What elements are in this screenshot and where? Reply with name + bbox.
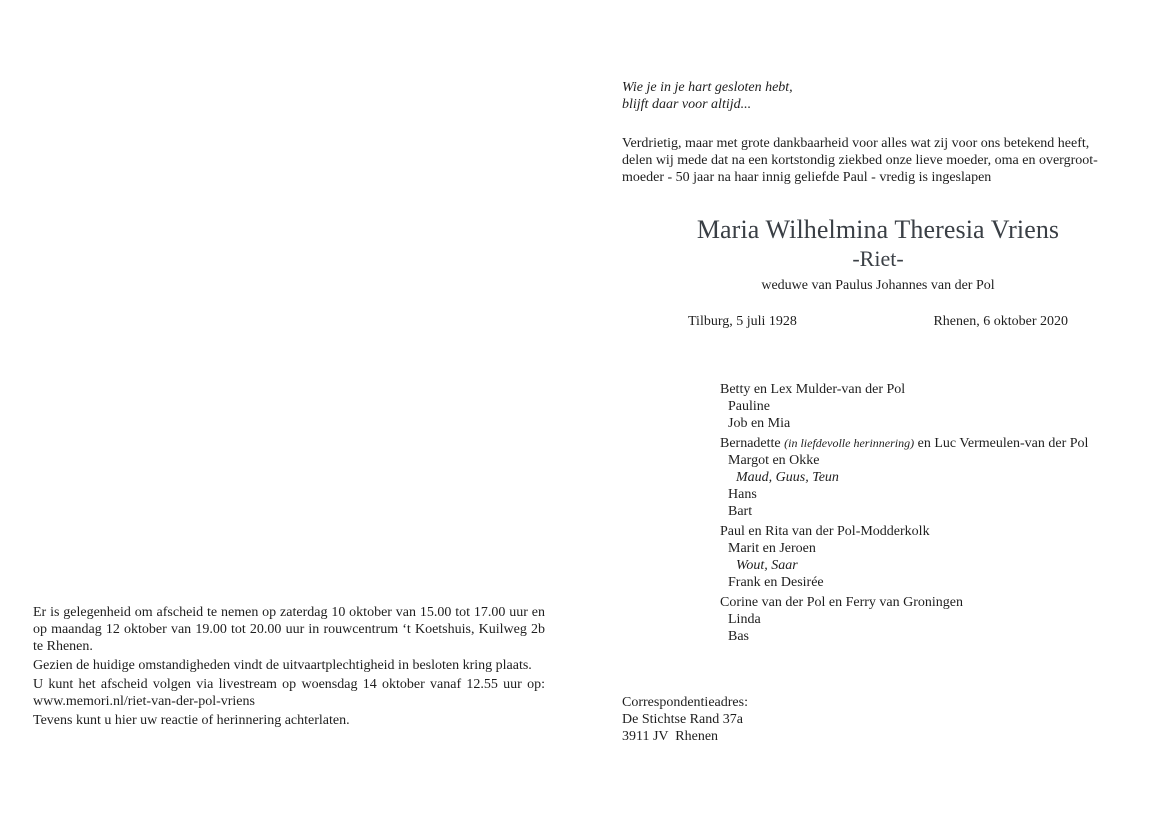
viewing-paragraph: Er is gelegenheid om afscheid te nemen op zaterdag 10 oktober van 15.00 tot 17.00 uur en op maandag 12 oktober van 19.00 tot 20.00 uur in rouwcentrum ‘t Koetshuis, Kuilweg 2b te Rhenen. [33,605,545,654]
family-child: Job en Mia [728,416,791,431]
family-child: Hans [728,487,757,502]
announcement-text [622,135,1142,186]
family-grandchildren: Maud, Guus, Teun [736,470,839,485]
family-child: Bart [728,504,753,519]
correspondence-address [622,694,748,745]
deceased-name: Maria Wilhelmina Theresia Vriens [696,215,1060,244]
family-head [720,435,1088,452]
family-child: Bas [728,629,749,644]
announcement-line-1: Verdrietig, maar met grote dankbaarheid voor alles wat zij voor ons betekend heeft, [622,136,1090,151]
announcement-line-2: delen wij mede dat na een kortstondig ziekbed onze lieve moeder, oma en overgroot- [622,153,1098,168]
family-child: Pauline [728,399,770,414]
poem-line-2: blijft daar voor altijd... [622,97,752,112]
family-list [720,381,1088,648]
deceased-nickname: -Riet- [852,246,904,271]
poem-line-1: Wie je in je hart gesloten hebt, [622,80,793,95]
death-date: Rhenen, 6 oktober 2020 [933,314,1068,329]
funeral-notice [33,604,545,731]
family-group [720,594,1088,645]
family-head: Corine van der Pol en Ferry van Groningen [720,595,963,610]
poem [622,79,793,113]
memorial-note: (in liefdevolle herinnering) [784,436,915,450]
family-child: Frank en Desirée [728,575,824,590]
family-grandchildren: Wout, Saar [736,558,798,573]
announcement-line-3: moeder - 50 jaar na haar innig geliefde Paul - vredig is ingeslapen [622,170,992,185]
correspondence-city: 3911 JV Rhenen [622,729,719,744]
family-head: Paul en Rita van der Pol-Modderkolk [720,524,930,539]
private-ceremony-paragraph: Gezien de huidige omstandigheden vindt de uitvaartplechtigheid in besloten kring plaats. [33,658,532,673]
correspondence-label: Correspondentieadres: [622,695,748,710]
birth-date: Tilburg, 5 juli 1928 [688,314,797,329]
family-head-partner: en Luc Vermeulen-van der Pol [917,436,1089,451]
deceased-block [622,213,1134,294]
family-child: Marit en Jeroen [728,541,816,556]
family-head: Betty en Lex Mulder-van der Pol [720,382,906,397]
correspondence-street: De Stichtse Rand 37a [622,712,743,727]
family-child: Margot en Okke [728,453,820,468]
family-group [720,435,1088,520]
family-group [720,381,1088,432]
livestream-paragraph: U kunt het afscheid volgen via livestream op woensdag 14 oktober vanaf 12.55 uur op: www.memori.nl/riet-van-der-pol-vriens [33,677,545,709]
family-group [720,523,1088,591]
reaction-paragraph: Tevens kunt u hier uw reactie of herinnering achterlaten. [33,713,350,728]
widow-of: weduwe van Paulus Johannes van der Pol [761,278,995,293]
family-head-name: Bernadette [720,436,781,451]
family-child: Linda [728,612,761,627]
